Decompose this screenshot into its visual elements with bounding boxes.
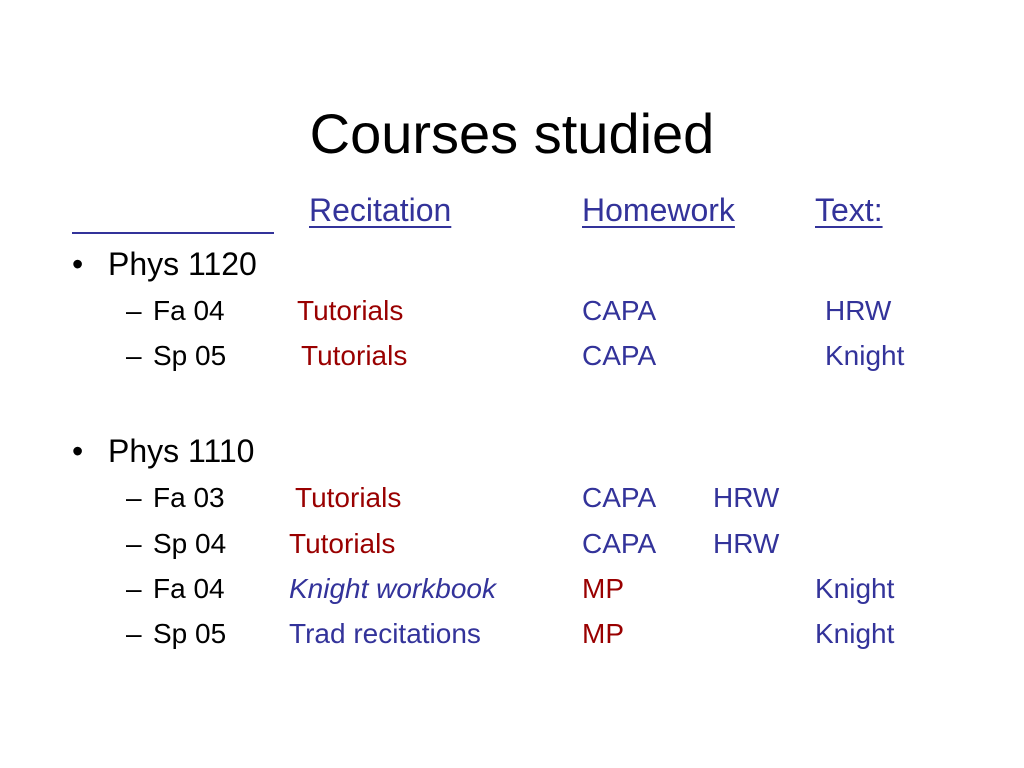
term: Sp 05 <box>153 618 227 649</box>
homework: CAPA <box>582 295 657 326</box>
term: Sp 05 <box>153 340 227 371</box>
dash-icon: – <box>126 618 142 649</box>
slide-title: Courses studied <box>309 102 715 165</box>
text: Knight <box>815 573 895 604</box>
recitation: Tutorials <box>295 482 402 513</box>
text: Knight <box>815 618 895 649</box>
course-phys-1120: Phys 1120 <box>108 246 257 282</box>
dash-icon: – <box>126 340 142 371</box>
recitation: Tutorials <box>289 528 396 559</box>
header-recitation: Recitation <box>309 192 452 228</box>
header-blank-underline <box>72 232 274 234</box>
bullet-icon: • <box>72 433 84 469</box>
recitation: Tutorials <box>301 340 408 371</box>
homework: CAPA <box>582 528 657 559</box>
term: Fa 04 <box>153 573 225 604</box>
term: Fa 04 <box>153 295 225 326</box>
dash-icon: – <box>126 482 142 513</box>
dash-icon: – <box>126 295 142 326</box>
dash-icon: – <box>126 573 142 604</box>
homework: CAPA <box>582 482 657 513</box>
recitation: Tutorials <box>297 295 404 326</box>
text: Knight <box>825 340 905 371</box>
term: Sp 04 <box>153 528 227 559</box>
text: HRW <box>713 482 780 513</box>
header-homework: Homework <box>582 192 735 228</box>
recitation: Knight workbook <box>289 573 497 604</box>
term: Fa 03 <box>153 482 225 513</box>
bullet-icon: • <box>72 246 84 282</box>
text: HRW <box>825 295 892 326</box>
recitation: Trad recitations <box>289 618 481 649</box>
homework: MP <box>582 573 624 604</box>
homework: MP <box>582 618 624 649</box>
text: HRW <box>713 528 780 559</box>
header-text: Text: <box>815 192 883 228</box>
course-phys-1110: Phys 1110 <box>108 433 255 469</box>
dash-icon: – <box>126 528 142 559</box>
homework: CAPA <box>582 340 657 371</box>
